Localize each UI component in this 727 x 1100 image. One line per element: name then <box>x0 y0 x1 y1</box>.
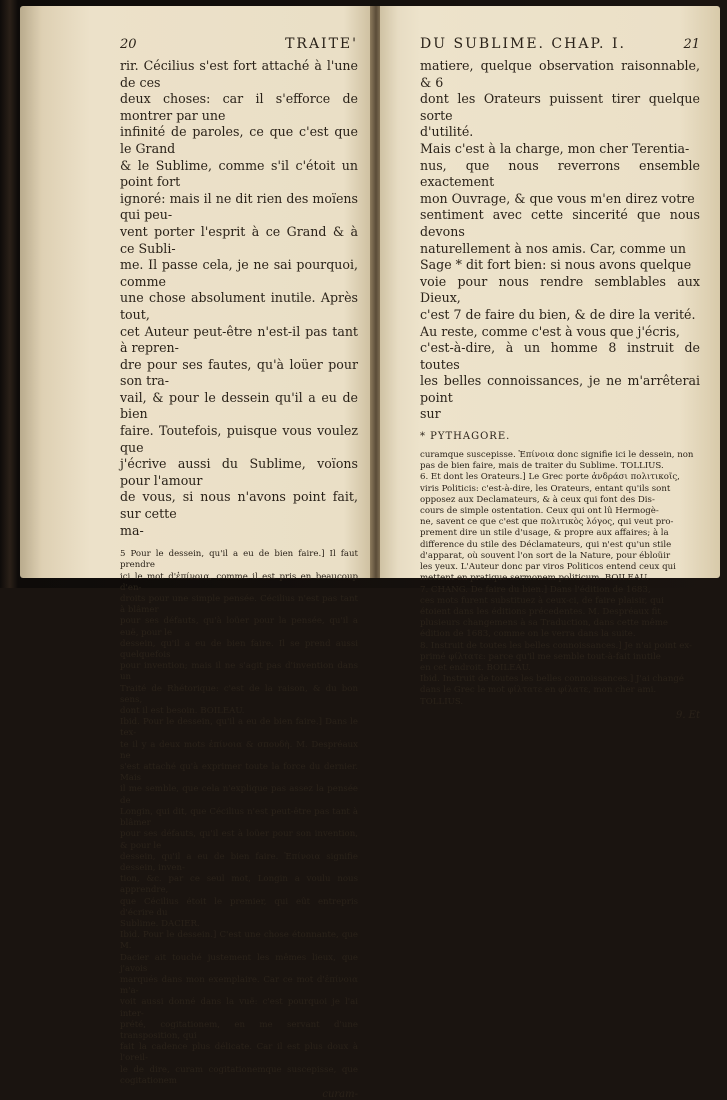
text-line: dont les Orateurs puissent tirer quelque sorte <box>420 91 700 123</box>
left-notes <box>120 549 358 1087</box>
text-line: c'est 7 de faire du bien, & de dire la verité. <box>420 306 696 322</box>
footnote-star: * PYTHAGORE. <box>420 431 511 443</box>
note-line: Traité de Rhétorique: c'est de la raison, & du bon sens, <box>120 683 358 705</box>
text-line: matiere, quelque observation raisonnable, & 6 <box>420 58 700 90</box>
text-line: deux choses: car il s'efforce de montrer par une <box>120 91 358 123</box>
note-line: d'apparat, où souvent l'on sort de la Nature, pour ébloüir <box>420 550 671 561</box>
note-line: fait la cadence plus délicate. Car il est plus doux à l'oreil- <box>120 1042 358 1064</box>
text-line: naturellement à nos amis. Car, comme un <box>420 240 686 256</box>
note-line: dessein, qu'il a eu de bien faire. Il se prend aussi quelquefois <box>120 638 358 661</box>
note-line: pas de bien faire, mais de traiter du Sublime. TOLLIUS. <box>420 461 664 472</box>
text-line: vail, & pour le dessein qu'il a eu de bien <box>120 389 358 422</box>
note-line: 5 Pour le dessein, qu'il a eu de bien faire.] Il faut prendre <box>120 549 358 571</box>
note-line: les yeux. L'Auteur donc par viros Politicos entend ceux qui <box>420 562 676 573</box>
note-line: 8. Instruit de toutes les belles connoissances.] Je n'ai point ex- <box>420 640 692 651</box>
note-line: que Cécilius étoit le premier, qui eût entrepris d'écrire du <box>120 896 358 918</box>
text-line: sentiment avec cette sincerité que nous devons <box>420 207 700 239</box>
note-line: prement dire un stile d'usage, & propre aux affaires; à la <box>420 528 669 539</box>
note-line: dessein, qu'il a eu de bien faire. Ἐπίνοια signifie dessein, inven- <box>120 851 358 873</box>
text-line: vent porter l'esprit à ce Grand & à ce Subli- <box>120 223 358 256</box>
left-main-text <box>120 58 358 539</box>
note-line: mettent en pratique sermonem politicum. BOILEAU. <box>420 573 650 584</box>
text-line: sur <box>420 406 441 422</box>
note-line: tion, &c. par ce seul mot, Longin a voulu nous apprendre, <box>120 874 358 896</box>
note-line: ici le mot d'ἐπίνοια, comme il est pris en beaucoup d'en- <box>120 571 358 593</box>
note-line: pour ses défauts, qu'à loüer pour la pensée, qu'il a euë, pour le <box>120 616 358 638</box>
text-line: une chose absolument inutile. Après tout, <box>120 290 358 322</box>
note-line: primé φίλτατε: parce qu'il me semble tout-à-fait inutile <box>420 651 661 662</box>
note-line: ne, savent ce que c'est que πολιτικὸς λόγος, qui veut pro- <box>420 517 674 528</box>
note-line: pour invention; mais il ne s'agit pas d'invention dans un <box>120 661 358 683</box>
left-catchword: curam- <box>322 1088 358 1100</box>
note-line: TOLLIUS. <box>420 696 464 707</box>
text-line: c'est-à-dire, à un homme 8 instruit de toutes <box>420 340 700 372</box>
note-line: Ibid. Pour le dessein.] C'est une chose étonnante, que M. <box>120 930 358 952</box>
note-line: marqués dans mon exemplaire. Car ce mot d'ἐπίνοια m'a- <box>120 974 358 997</box>
note-line: Longin, qui dit, que Cécilius n'est peut-être pas tant à blâmer <box>120 806 358 829</box>
right-main-text <box>420 58 700 423</box>
note-line: prété, cogitationem, en me servant d'une transposition, qui <box>120 1019 358 1041</box>
note-line: édition de 1683, comme on le verra dans la suite. <box>420 629 636 640</box>
text-line: faire. Toutefois, puisque vous voulez que <box>120 423 358 455</box>
note-line: voit aussi donné dans la vuë: c'est pourquoi je l'ai inter- <box>120 997 358 1019</box>
left-running-head: TRAITE' <box>285 36 358 52</box>
right-catchword: 9. Et <box>675 709 700 721</box>
text-line: dre pour ses fautes, qu'à loüer pour son tra- <box>120 356 358 389</box>
note-line: viris Politicis: c'est-à-dire, les Orateurs, entant qu'ils sont <box>420 483 671 494</box>
text-line: les belles connoissances, je ne m'arrêterai point <box>420 373 700 405</box>
text-line: ignoré: mais il ne dit rien des moïens qui peu- <box>120 190 358 223</box>
note-line: Dacier ait touché justement les mêmes lieux, que j'avois <box>120 952 358 974</box>
text-line: de vous, si nous n'avons point fait, sur cette <box>120 489 358 522</box>
text-line: d'utilité. <box>420 124 474 140</box>
note-line: droits pour une simple pensée. Cécilius n'est pas tant à blâmer <box>120 594 358 616</box>
right-page-number: 21 <box>683 37 700 52</box>
text-line: cet Auteur peut-être n'est-il pas tant à repren- <box>120 323 358 356</box>
note-line: 7. CHANG. De faire du bien.] Dans l'édition de 1683, <box>420 584 651 595</box>
note-line: Sublime. DACIER. <box>120 918 200 929</box>
right-notes <box>420 450 700 708</box>
text-line: mon Ouvrage, & que vous m'en direz votre <box>420 190 695 206</box>
note-line: ces mots furent substituez à ceux-ci, de faire plaisir, qui <box>420 595 664 606</box>
right-page-header <box>420 36 700 52</box>
text-line: ma- <box>120 522 144 538</box>
note-line: pour ses défauts, qu'il est à loüer pour son invention, & pour le <box>120 829 358 851</box>
note-line: il me semble, que cela n'explique pas assez la pensée de <box>120 784 358 806</box>
text-line: j'écrive aussi du Sublime, voïons pour l'amour <box>120 456 358 488</box>
text-line: rir. Cécilius s'est fort attaché à l'une de ces <box>120 58 358 90</box>
note-line: 6. Et dont les Orateurs.] Le Grec porte ἀνδράσι πολιτικοῖς, <box>420 472 680 483</box>
note-line: Ibid. Pour le dessein, qu'il a eu de bien faire.] Dans le tex- <box>120 717 358 739</box>
text-line: Au reste, comme c'est à vous que j'écris, <box>420 323 680 339</box>
note-line: curamque suscepisse. Ἐπίνοια donc signifie ici le dessein, non <box>420 450 694 461</box>
left-page-header <box>120 36 358 52</box>
note-line: le de dire, curam cogitationemque suscepisse, que cogitationem <box>120 1064 358 1086</box>
note-line: en cet endroit. BOILEAU. <box>420 662 531 673</box>
text-line: nus, que nous reverrons ensemble exactement <box>420 157 700 190</box>
right-running-head: DU SUBLIME. CHAP. I. <box>420 36 626 52</box>
note-line: plusieurs changemens à sa Traduction, dans cette même <box>420 618 669 629</box>
text-line: me. Il passe cela, je ne sai pourquoi, comme <box>120 257 358 289</box>
left-page <box>20 6 372 1100</box>
note-line: s'est attaché qu'à exprimer toute la force du dernier. Mais <box>120 762 358 784</box>
text-line: & le Sublime, comme s'il c'étoit un point fort <box>120 157 358 190</box>
note-line: opposez aux Declamateurs, & à ceux qui font des Dis- <box>420 494 655 505</box>
note-line: difference du stile des Déclamateurs, qui n'est qu'un stile <box>420 539 672 550</box>
left-page-number: 20 <box>120 37 137 52</box>
text-line: Sage * dit fort bien: si nous avons quelque <box>420 257 692 273</box>
text-line: voie pour nous rendre semblables aux Dieux, <box>420 273 700 306</box>
note-line: Ibid. Instruit de toutes les belles connoissances.] J'ai changé <box>420 674 685 685</box>
note-line: dans le Grec le mot φίλτατε en φίλατε, mon cher ami. <box>420 685 657 696</box>
text-line: infinité de paroles, ce que c'est que le Grand <box>120 124 358 156</box>
note-line: dont il est besoin. BOILEAU. <box>120 706 245 717</box>
right-page <box>380 6 720 721</box>
note-line: cours de simple ostentation. Ceux qui ont lû Hermogè- <box>420 506 659 517</box>
note-line: étoient dans les éditions précedentes. M. Despréaux fit <box>420 606 661 617</box>
note-line: te il y a deux mots ἐπίνοια & σπουδὴ. M. Despréaux ne <box>120 739 358 761</box>
text-line: Mais c'est à la charge, mon cher Terentia- <box>420 140 690 156</box>
